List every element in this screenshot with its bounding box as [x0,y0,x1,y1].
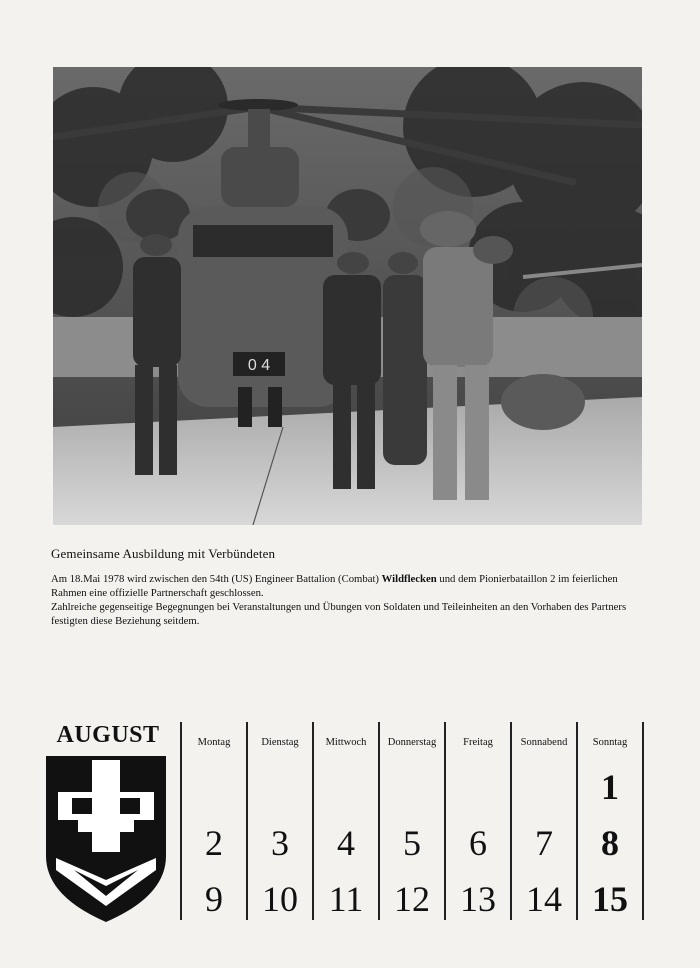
date-cell: 13 [460,879,496,919]
date-cell-sunday: 8 [601,823,619,863]
weekday-label: Sonntag [592,737,628,748]
date-cell [445,759,511,815]
weekday-column-monday [181,722,247,920]
weekday-label: Freitag [463,737,493,748]
date-cell: 7 [535,823,553,863]
caption-body [51,572,651,628]
date-cell [181,759,247,815]
date-cell: 14 [526,879,562,919]
date-cell-sunday: 1 [601,767,619,807]
weekday-label: Donnerstag [387,737,437,748]
weekday-label: Dienstag [261,737,299,748]
date-cell [379,759,445,815]
date-cell-sunday: 15 [592,879,628,919]
date-cell: 11 [328,879,364,919]
date-cell [511,759,577,815]
date-cell: 10 [262,879,298,919]
date-cell: 4 [337,823,355,863]
helicopter-photo [53,67,642,525]
weekday-column-friday [445,722,511,920]
date-cell: 12 [394,879,430,919]
calendar-grid [180,722,644,920]
weekday-column-thursday [379,722,445,920]
weekday-column-wednesday [313,722,379,920]
weekday-label: Sonnabend [520,737,568,748]
weekday-label: Montag [197,737,231,748]
caption-highlight: Wildflecken [381,573,437,585]
date-cell [313,759,379,815]
svg-text:0 4: 0 4 [247,357,271,374]
date-cell: 3 [271,823,289,863]
caption-title: Gemeinsame Ausbildung mit Verbündeten [51,546,276,561]
date-cell [247,759,313,815]
caption-paragraph-1: Am 18.Mai 1978 wird zwischen den 54th (US) Engineer Battalion (Combat) Wildflecken und dem Pionierbataillon 2 im feierlichen Rahmen eine offizielle Partnerschaft geschlossen. [51,573,618,599]
date-cell: 5 [403,823,421,863]
date-cell: 9 [205,879,223,919]
weekday-label: Mittwoch [325,737,367,748]
weekday-column-sunday [577,722,643,920]
date-cell: 2 [205,823,223,863]
month-title: AUGUST [56,722,160,748]
weekday-column-saturday [511,722,577,920]
caption-paragraph-2: Zahlreiche gegenseitige Begegnungen bei Veranstaltungen und Übungen von Soldaten und Teileinheiten an den Vorhaben des Partners festigten diese Beziehung seitdem. [51,601,627,627]
unit-crest-emblem [44,756,168,922]
date-cell: 6 [469,823,487,863]
weekday-column-tuesday [247,722,313,920]
